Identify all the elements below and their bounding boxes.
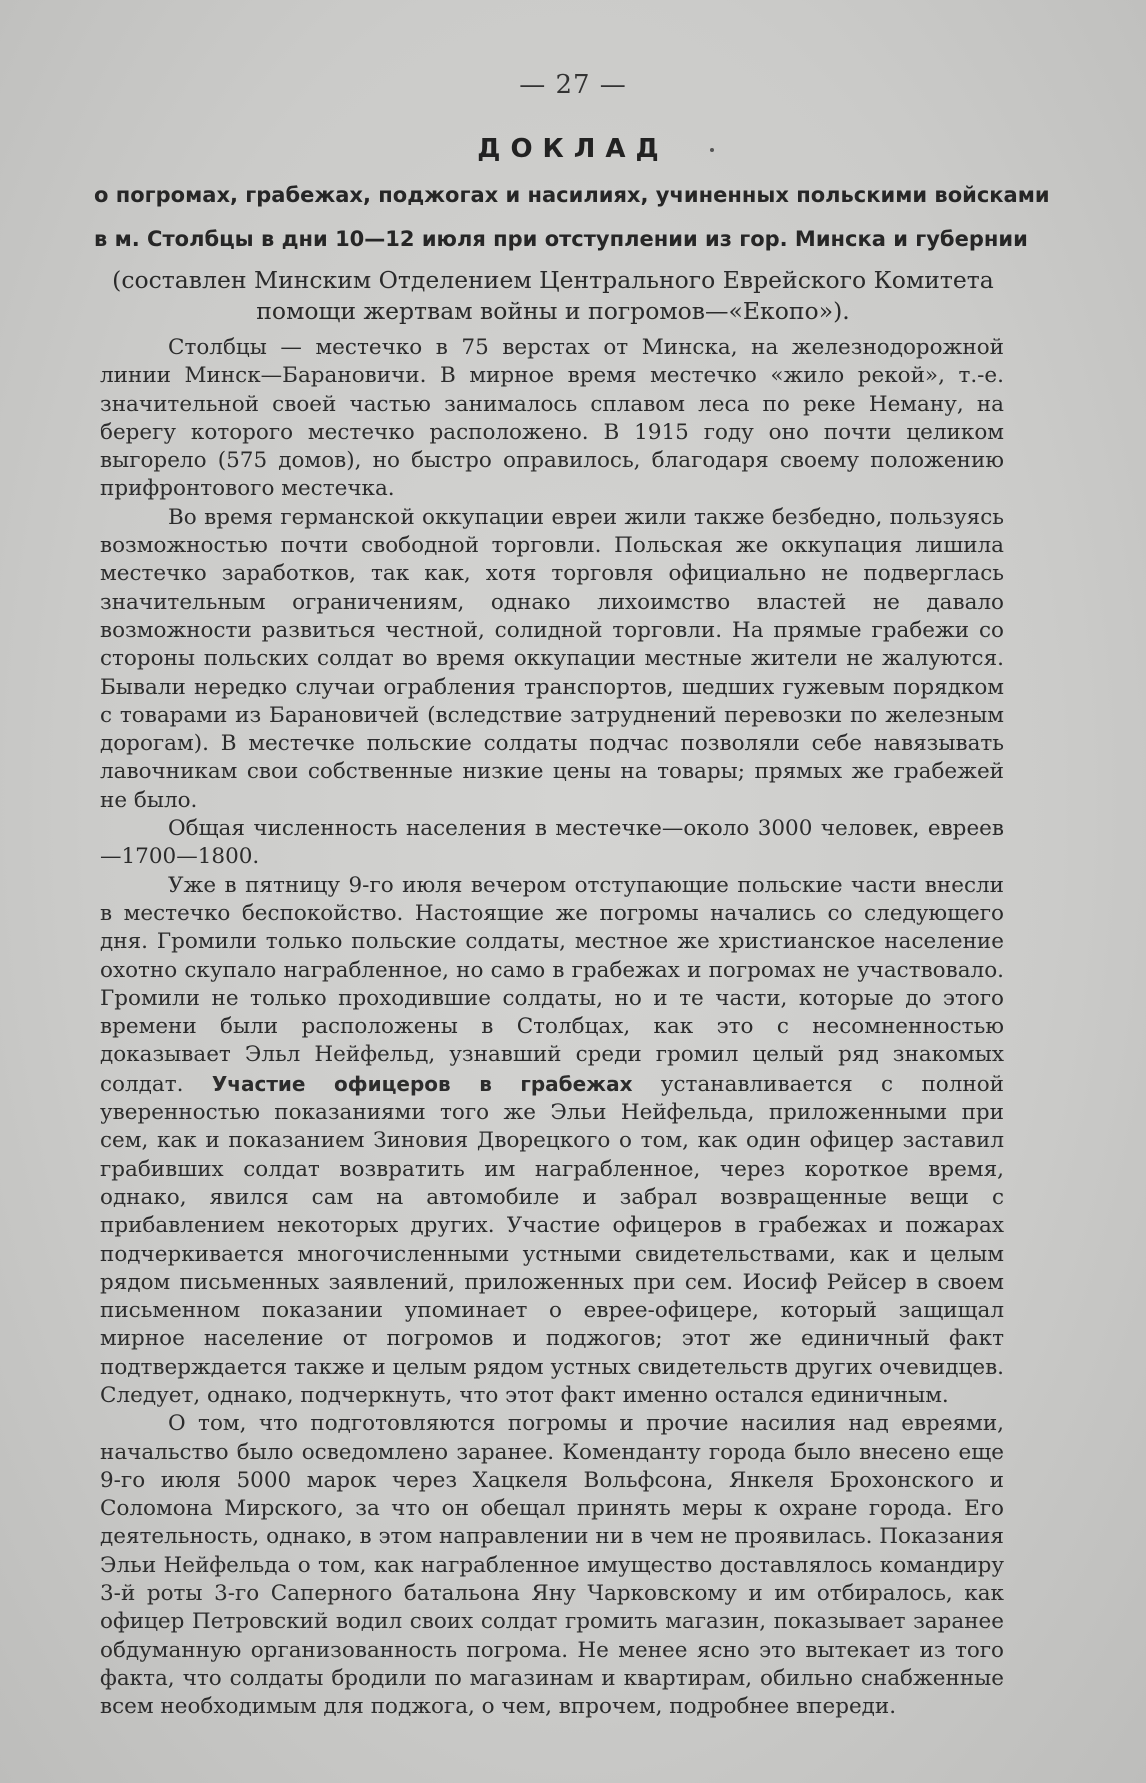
print-speck xyxy=(710,148,714,152)
page-number: — 27 — xyxy=(519,70,627,100)
paragraph-4 xyxy=(100,872,1004,1411)
paragraph-1: Столбцы — местечко в 75 верстах от Минска, на железнодорожной линии Минск—Барановичи. В мирное время местечко «жило рекой», т.-е. значительной своей частью занималось сплавом леса по реке Неману, на берегу которого местечко расположено. В 1915 году оно почти целиком выгорело (575 домов), но быстро оправилось, благодаря своему положению прифронтового местечка. xyxy=(100,335,1004,502)
compiled-by-note: (составлен Минским Отделением Центрального Еврейского Комитета помощи жертвам войны и погромов—«Екопо»). xyxy=(112,266,994,325)
paragraph-3: Общая численность населения в местечке—около 3000 человек, евреев—1700—1800. xyxy=(100,816,1004,870)
paragraph-4-bold-phrase: Участие офицеров в грабежах xyxy=(211,1071,633,1096)
document-title: ДОКЛАД xyxy=(477,134,669,164)
paragraph-4-text-start: Уже в пятницу 9-го июля вечером отступающие польские части внесли в местечко беспокойство. Настоящие же погромы начались со следующего дня. Громили только польские солдаты, местное же христианское население охотно скупало награбленное, но само в грабежах и погромах не участвовало. Громили не только проходившие солдаты, но и те части, которые до этого времени были расположены в Столбцах, как это с несомненностью доказывает Эльл Нейфельд, узнавший среди громил целый ряд знакомых солдат. xyxy=(100,872,1004,1097)
report-body xyxy=(100,334,1004,1722)
paragraph-4-text-end: устанавливается с полной уверенностью показаниями того же Эльи Нейфельда, приложенными при сем, как и показанием Зиновия Дворецкого о том, как один офицер заставил грабивших солдат возвратить им награбленное, через короткое время, однако, явился сам на автомобиле и забрал возвращенные вещи с прибавлением некоторых других. Участие офицеров в грабежах и пожарах подчеркивается многочисленными устными свидетельствами, как и целым рядом письменных заявлений, приложенных при сем. Иосиф Рейсер в своем письменном показании упоминает о еврее-офицере, который защищал мирное население от погромов и поджогов; этот же единичный факт подтверждается также и целым рядом устных свидетельств других очевидцев. Следует, однако, подчеркнуть, что этот факт именно остался единичным. xyxy=(100,1071,1005,1408)
paragraph-5: О том, что подготовляются погромы и прочие насилия над евреями, начальство было осведомлено заранее. Коменданту города было внесено еще 9-го июля 5000 марок через Хацкеля Вольфсона, Янкеля Брохонского и Соломона Мирского, за что он обещал принять меры к охране города. Его деятельность, однако, в этом направлении ни в чем не проявилась. Показания Эльи Нейфельда о том, как награбленное имущество доставлялось командиру 3-й роты 3-го Саперного батальона Яну Чарковскому и им отбиралось, как офицер Петровский водил своих солдат громить магазин, показывает заранее обдуманную организованность погрома. Не менее ясно это вытекает из того факта, что солдаты бродили по магазинам и квартирам, обильно снабженные всем необходимым для поджога, о чем, впрочем, подробнее впереди. xyxy=(100,1411,1004,1720)
subtitle-line-1: о погромах, грабежах, поджогах и насилиях, учиненных польскими войсками xyxy=(94,183,1050,207)
subtitle-line-2: в м. Столбцы в дни 10—12 июля при отступлении из гор. Минска и губернии xyxy=(94,227,1028,251)
paragraph-2: Во время германской оккупации евреи жили также безбедно, пользуясь возможностью почти свободной торговли. Польская же оккупация лишила местечко заработков, так как, хотя торговля официально не подверглась значительным ограничениям, однако лихоимство властей не давало возможности развиться честной, солидной торговли. На прямые грабежи со стороны польских солдат во время оккупации местные жители не жалуются. Бывали нередко случаи ограбления транспортов, шедших гужевым порядком с товарами из Барановичей (вследствие затруднений перевозки по железным дорогам). В местечке польские солдаты подчас позволяли себе навязывать лавочникам свои собственные низкие цены на товары; прямых же грабежей не было. xyxy=(100,504,1004,813)
